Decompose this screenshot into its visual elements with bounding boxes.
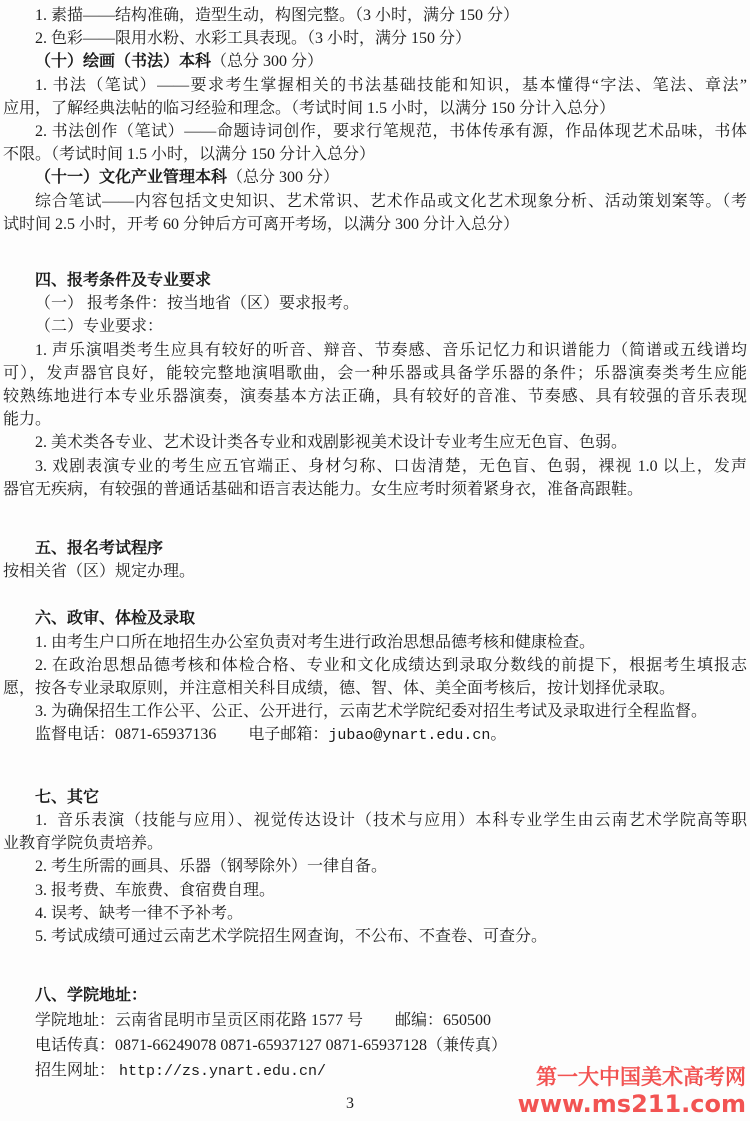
body-text: （总分 300 分） — [211, 53, 324, 71]
body-text: 业教育学院负责培养。 — [3, 835, 164, 853]
body-text: （二）专业要求： — [35, 318, 164, 336]
doc-line — [3, 385, 747, 408]
body-text: 1. 素描——结构准确，造型生动，构图完整。（3 小时，满分 150 分） — [35, 7, 520, 24]
watermark-site-url: www.ms211.com — [517, 1090, 746, 1118]
body-text: 1. 书法（笔试）——要求考生掌握相关的书法基础技能和知识，基本懂得“字法、笔法、章法” — [35, 76, 747, 94]
watermark — [518, 1064, 746, 1117]
heading-text: 七、其它 — [35, 788, 100, 806]
heading-text: 六、政审、体检及录取 — [35, 610, 196, 628]
body-text: 。 — [490, 726, 507, 744]
body-text: 按相关省（区）规定办理。 — [3, 563, 196, 581]
doc-line — [3, 809, 747, 832]
body-text: 1. 由考生户口所在地招生办公室负责对考生进行政治思想品德考核和健康检查。 — [35, 633, 596, 651]
doc-line — [3, 143, 747, 166]
body-text: 监督电话：0871-65937136 电子邮箱： — [35, 726, 329, 744]
body-text: 综合笔试——内容包括文史知识、艺术常识、艺术作品或文化艺术现象分析、活动策划案等。（考 — [35, 192, 747, 210]
doc-line — [3, 190, 747, 213]
body-text: 2. 书法创作（笔试）——命题诗词创作，要求行笔规范，书体传承有源，作品体现艺术品味，书体 — [35, 123, 747, 141]
heading-text: 四、报考条件及专业要求 — [35, 272, 212, 290]
body-text: 招生网址： — [35, 1062, 120, 1080]
doc-line — [3, 166, 747, 189]
body-text: 4. 误考、缺考一律不予补考。 — [35, 904, 244, 922]
doc-line — [3, 292, 747, 315]
doc-line — [3, 213, 747, 236]
doc-line — [3, 431, 747, 454]
body-text: 3. 戏剧表演专业的考生应五官端正、身材匀称、口齿清楚，无色盲、色弱，裸视 1.0 以上，发声 — [35, 457, 747, 475]
doc-line — [3, 855, 747, 878]
doc-line — [3, 677, 747, 700]
body-text: （一） 报考条件：按当地省（区）要求报考。 — [35, 295, 360, 313]
body-text: 试时间 2.5 小时，开考 60 分钟后方可离开考场，以满分 300 分计入总分） — [3, 215, 520, 233]
body-text: 5. 考试成绩可通过云南艺术学院招生网查询，不公布、不查卷、可查分。 — [35, 927, 548, 945]
page-number: 3 — [346, 1095, 354, 1112]
doc-line — [3, 339, 747, 362]
doc-line — [3, 455, 747, 478]
body-text: （总分 300 分） — [227, 169, 340, 187]
body-text: 2. 色彩——限用水粉、水彩工具表现。（3 小时，满分 150 分） — [35, 30, 472, 48]
doc-line — [3, 607, 747, 630]
body-text: 能力。 — [3, 411, 52, 429]
doc-line — [3, 4, 747, 27]
heading-text: （十一）文化产业管理本科 — [35, 169, 228, 187]
body-text: 3. 为确保招生工作公平、公正、公开进行，云南艺术学院纪委对招生考试及录取进行全程监督。 — [35, 703, 708, 721]
doc-line — [3, 786, 747, 809]
heading-text: 八、学院地址： — [35, 987, 148, 1005]
body-text: 2. 在政治思想品德考核和体检合格、专业和文化成绩达到录取分数线的前提下，根据考生填报志 — [35, 656, 747, 674]
doc-line — [3, 879, 747, 902]
body-text: 2. 美术类各专业、艺术设计类各专业和戏剧影视美术设计专业考生应无色盲、色弱。 — [35, 434, 628, 452]
doc-line — [3, 50, 747, 73]
body-text: 可），发声器官良好，能较完整地演唱歌曲，会一种乐器或具备学乐器的条件；乐器演奏类考生应能 — [3, 364, 747, 382]
body-text: 器官无疾病，有较强的普通话基础和语言表达能力。女生应考时须着紧身衣，准备高跟鞋。 — [3, 480, 644, 498]
doc-line — [3, 723, 747, 747]
body-text: 3. 报考费、车旅费、食宿费自理。 — [35, 881, 276, 899]
doc-line — [3, 97, 747, 120]
body-text: 1. 声乐演唱类考生应具有较好的听音、辩音、节奏感、音乐记忆力和识谱能力（简谱或五线谱均 — [35, 341, 747, 359]
doc-line — [3, 269, 747, 292]
mono-text: http://zs.ynart.edu.cn/ — [119, 1063, 327, 1081]
mono-text: jubao@ynart.edu.cn — [328, 727, 491, 745]
doc-line — [3, 120, 747, 143]
doc-line — [3, 654, 747, 677]
body-text: 不限。（考试时间 1.5 小时，以满分 150 分计入总分） — [3, 146, 376, 164]
body-text: 电话传真：0871-66249078 0871-65937127 0871-65937128（兼传真） — [35, 1037, 507, 1055]
body-text: 较熟练地进行本专业乐器演奏，演奏基本方法正确，具有较好的音准、节奏感、具有较强的音乐表现 — [3, 388, 747, 406]
doc-line — [3, 478, 747, 501]
body-text: 愿，按各专业录取原则，并注意相关科目成绩，德、智、体、美全面考核后，按计划择优录取。 — [3, 680, 676, 698]
heading-text: （十）绘画（书法）本科 — [35, 53, 212, 71]
doc-line — [3, 537, 747, 560]
doc-line — [3, 700, 747, 723]
doc-line — [3, 74, 747, 97]
document-body — [3, 4, 747, 1084]
doc-line — [3, 560, 747, 583]
doc-line — [3, 631, 747, 654]
watermark-site-name: 第一大中国美术高考网 — [536, 1065, 746, 1089]
doc-line — [3, 408, 747, 431]
body-text: 应用，了解经典法帖的临习经验和理念。（考试时间 1.5 小时，以满分 150 分计入总分） — [3, 99, 616, 117]
doc-line — [3, 902, 747, 925]
doc-line — [3, 362, 747, 385]
doc-line — [3, 925, 747, 948]
body-text: 学院地址：云南省昆明市呈贡区雨花路 1577 号 邮编：650500 — [35, 1012, 492, 1030]
doc-line — [3, 27, 747, 50]
doc-line — [3, 1033, 747, 1058]
heading-text: 五、报名考试程序 — [35, 540, 164, 558]
doc-line — [3, 832, 747, 855]
doc-line — [3, 1008, 747, 1033]
doc-line — [3, 315, 747, 338]
body-text: 2. 考生所需的画具、乐器（钢琴除外）一律自备。 — [35, 858, 388, 876]
body-text: 1. 音乐表演（技能与应用）、视觉传达设计（技术与应用）本科专业学生由云南艺术学院高等职 — [35, 811, 747, 829]
doc-line — [3, 983, 747, 1008]
